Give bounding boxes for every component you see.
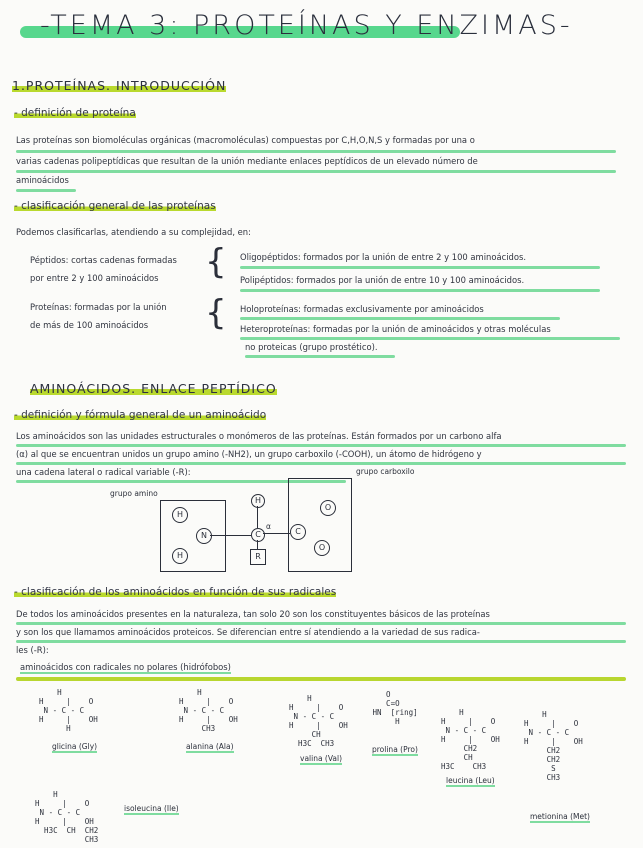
isoleucine-structure: H H | O N - C - C H | OH H3C CH CH2 CH3	[35, 790, 99, 844]
clasificacion-aa-line-1: De todos los aminoácidos presentes en la naturaleza, tan solo 20 son los constituyentes básicos de las proteínas	[16, 609, 490, 619]
peptidos-line-2: por entre 2 y 100 aminoácidos	[30, 273, 159, 283]
atom-h: H	[172, 507, 188, 523]
atom-h: H	[251, 494, 265, 508]
peptidos-line-1: Péptidos: cortas cadenas formadas	[30, 255, 177, 265]
def-proteina-line-2: varias cadenas polipeptídicas que resultan de la unión mediante enlaces peptídicos de un elevado número de	[16, 156, 478, 166]
underline-marker	[16, 189, 76, 192]
glycine-structure: H H | O N - C - C H | OH H	[39, 688, 98, 733]
valine-structure: H H | O N - C - C H | OH CH H3C CH3	[289, 694, 348, 748]
bond-line	[263, 533, 290, 534]
bond-line	[210, 535, 251, 536]
def-aminoacido-line-1: Los aminoácidos son las unidades estructurales o monómeros de las proteínas. Están formados por un carbono alfa	[16, 431, 502, 441]
clasificacion-title: - clasificación general de las proteínas	[14, 200, 216, 212]
radical-r: R	[250, 549, 266, 565]
label-grupo-amino: grupo amino	[110, 489, 158, 498]
underline-marker	[16, 640, 626, 643]
label-grupo-carboxilo: grupo carboxilo	[356, 467, 415, 476]
underline-marker	[245, 355, 395, 358]
holoproteinas: Holoproteínas: formadas exclusivamente por aminoácidos	[240, 304, 484, 314]
brace-icon: {	[205, 242, 227, 282]
proteinas-line-1: Proteínas: formadas por la unión	[30, 302, 167, 312]
apolar-title: aminoácidos con radicales no polares (hidrófobos)	[20, 662, 231, 672]
clasificacion-aa-line-3: les (-R):	[16, 645, 49, 655]
def-aminoacido-line-3: una cadena lateral o radical variable (-R):	[16, 467, 191, 477]
bond-line	[257, 540, 258, 549]
aa-name-alanina: alanina (Ala)	[186, 742, 234, 751]
aa-name-leucina: leucina (Leu)	[446, 776, 495, 785]
brace-icon: {	[205, 293, 227, 333]
section-heading-aminoacidos: AMINOÁCIDOS. ENLACE PEPTÍDICO	[30, 381, 277, 396]
underline-marker	[16, 622, 626, 625]
atom-h: H	[172, 548, 188, 564]
def-proteina-line-3: aminoácidos	[16, 175, 69, 185]
aa-name-glicina: glicina (Gly)	[52, 742, 98, 751]
atom-n: N	[196, 528, 212, 544]
clasificacion-intro: Podemos clasificarlas, atendiendo a su complejidad, en:	[16, 227, 251, 237]
underline-marker	[240, 266, 600, 269]
aa-name-valina: valina (Val)	[300, 754, 343, 763]
def-proteina-line-1: Las proteínas son biomoléculas orgánicas (macromoléculas) compuestas por C,H,O,N,S y formadas por una o	[16, 135, 475, 145]
section-heading-proteinas: 1.PROTEÍNAS. INTRODUCCIÓN	[12, 78, 227, 93]
alanine-structure: H H | O N - C - C H | OH CH3	[179, 688, 238, 733]
proteinas-line-2: de más de 100 aminoácidos	[30, 320, 149, 330]
clasificacion-aa-line-2: y son los que llamamos aminoácidos proteicos. Se diferencian entre sí atendiendo a la variedad de sus radica-	[16, 627, 480, 637]
aa-name-prolina: prolina (Pro)	[372, 745, 418, 754]
underline-marker	[16, 170, 616, 173]
oligopeptidos: Oligopéptidos: formados por la unión de entre 2 y 100 aminoácidos.	[240, 252, 526, 262]
underline-marker	[240, 337, 620, 340]
alpha-label: α	[266, 522, 271, 531]
bond-line	[257, 506, 258, 528]
aa-name-metionina: metionina (Met)	[530, 812, 590, 821]
aa-name-isoleucina: isoleucina (Ile)	[124, 804, 179, 813]
methionine-structure: H H | O N - C - C H | OH CH2 CH2 S CH3	[524, 710, 583, 782]
heteroproteinas-line-2: no proteicas (grupo prostético).	[245, 342, 378, 352]
atom-c-carboxyl: C	[290, 524, 306, 540]
underline-marker	[240, 289, 600, 292]
def-proteina-title: - definición de proteína	[14, 107, 136, 119]
underline-marker	[16, 150, 616, 153]
def-aminoacido-title: - definición y fórmula general de un aminoácido	[14, 409, 267, 421]
heteroproteinas-line-1: Heteroproteínas: formadas por la unión de aminoácidos y otras moléculas	[240, 324, 551, 334]
proline-structure: O C=O HN [ring] H	[372, 690, 418, 726]
clasificacion-aa-title: - clasificación de los aminoácidos en función de sus radicales	[14, 586, 337, 598]
leucine-structure: H H | O N - C - C H | OH CH2 CH H3C CH3	[441, 708, 500, 771]
page-title: -TEMA 3: PROTEÍNAS Y ENZIMAS-	[40, 10, 573, 41]
def-aminoacido-line-2: (α) al que se encuentran unidos un grupo amino (-NH2), un grupo carboxilo (-COOH), un átomo de hidrógeno y	[16, 449, 482, 459]
atom-c-alpha: C	[251, 528, 265, 542]
atom-o: O	[314, 540, 330, 556]
underline-marker	[16, 444, 626, 447]
underline-marker	[240, 317, 560, 320]
divider-marker	[16, 677, 626, 681]
underline-marker	[16, 462, 626, 465]
polipeptidos: Polipéptidos: formados por la unión de entre 10 y 100 aminoácidos.	[240, 275, 525, 285]
atom-o: O	[320, 500, 336, 516]
